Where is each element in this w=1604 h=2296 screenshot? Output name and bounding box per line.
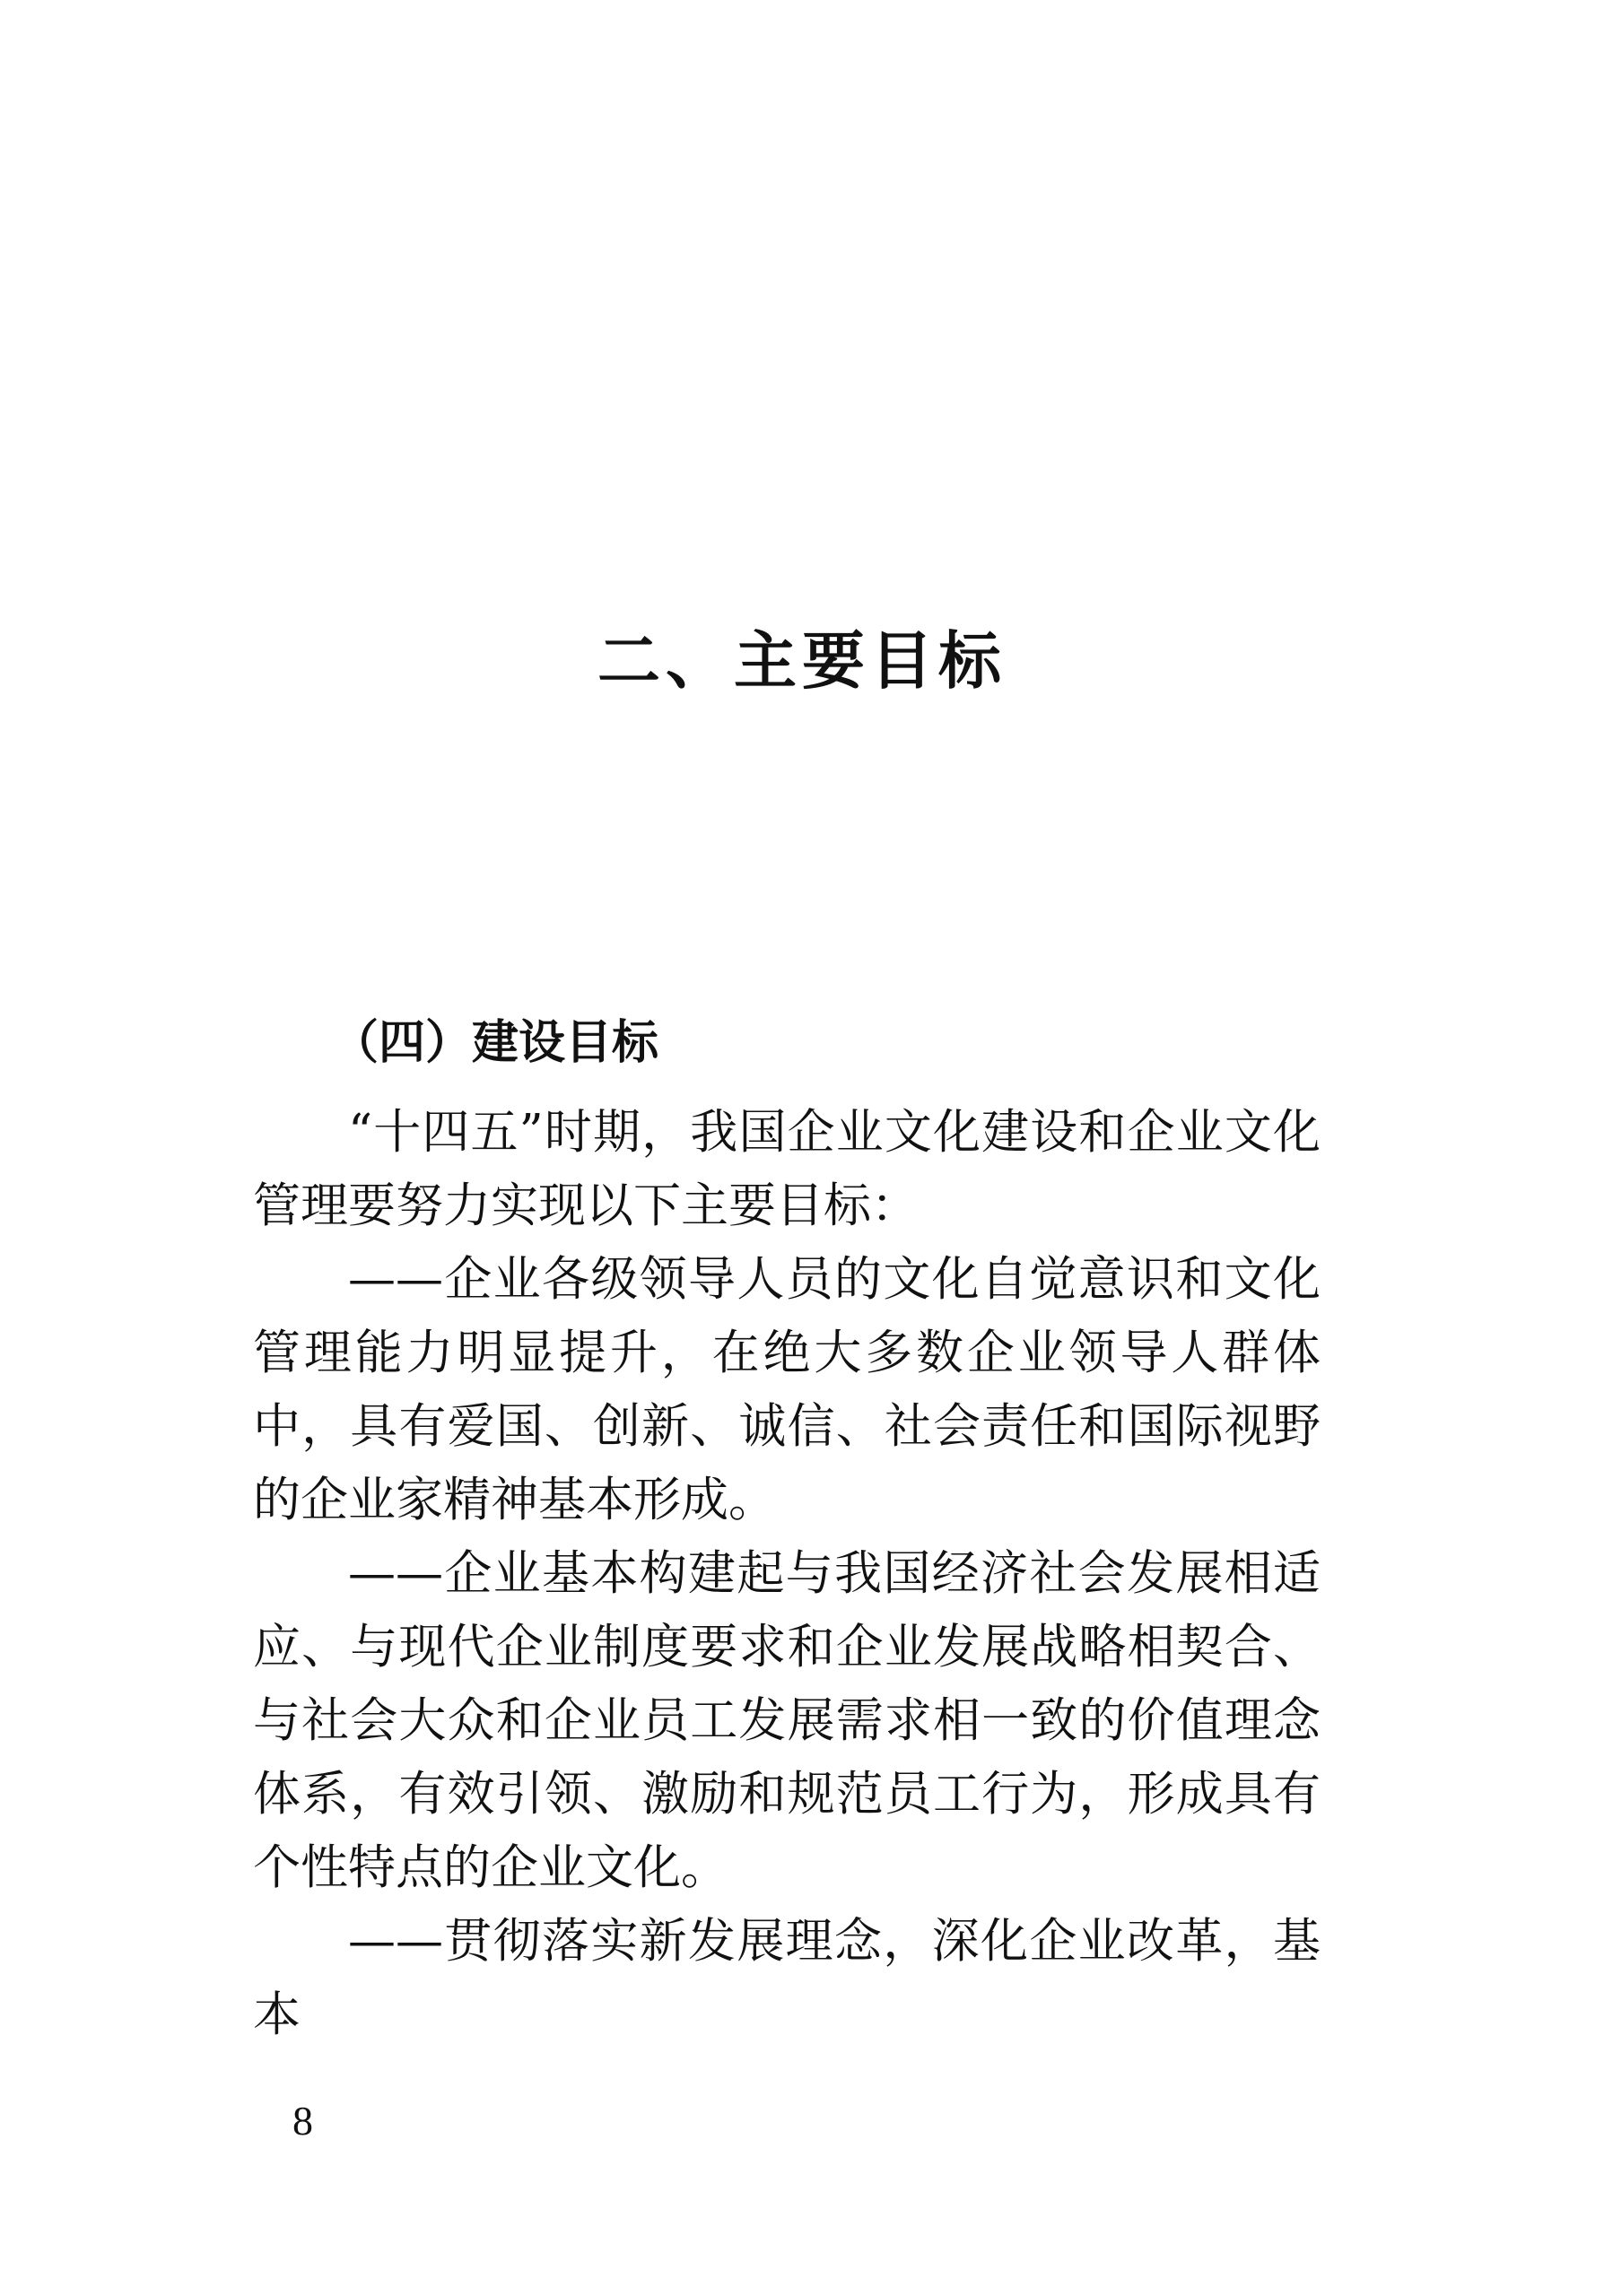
paragraph-intro: “十四五”时期，我国企业文化建设和企业文化管理要努力实现以下主要目标： [253, 1105, 1321, 1233]
body-text [253, 1096, 1321, 2052]
section-heading: （四）建设目标 [332, 1016, 659, 1071]
paragraph-goal-reform: ——贯彻落实新发展理念，深化企业改革，基本 [253, 1914, 1321, 2042]
page-number: 8 [292, 2098, 313, 2144]
chapter-title: 二、主要目标 [597, 622, 1007, 698]
paragraph-goal-leadership: ——企业各级领导人员的文化自觉意识和文化管理能力明显提升，在绝大多数企业领导人群体中，具有爱国、创新、诚信、社会责任和国际视野的企业家精神基本形成。 [253, 1252, 1321, 1527]
paragraph-goal-values: ——企业基本构建起与我国经济社会发展相适应、与现代企业制度要求和企业发展战略相契合、与社会大众和企业员工发展需求相一致的价值理念体系，有效引领、激励和规范员工行为，形成具有个性特点的企业文化。 [253, 1546, 1321, 1895]
